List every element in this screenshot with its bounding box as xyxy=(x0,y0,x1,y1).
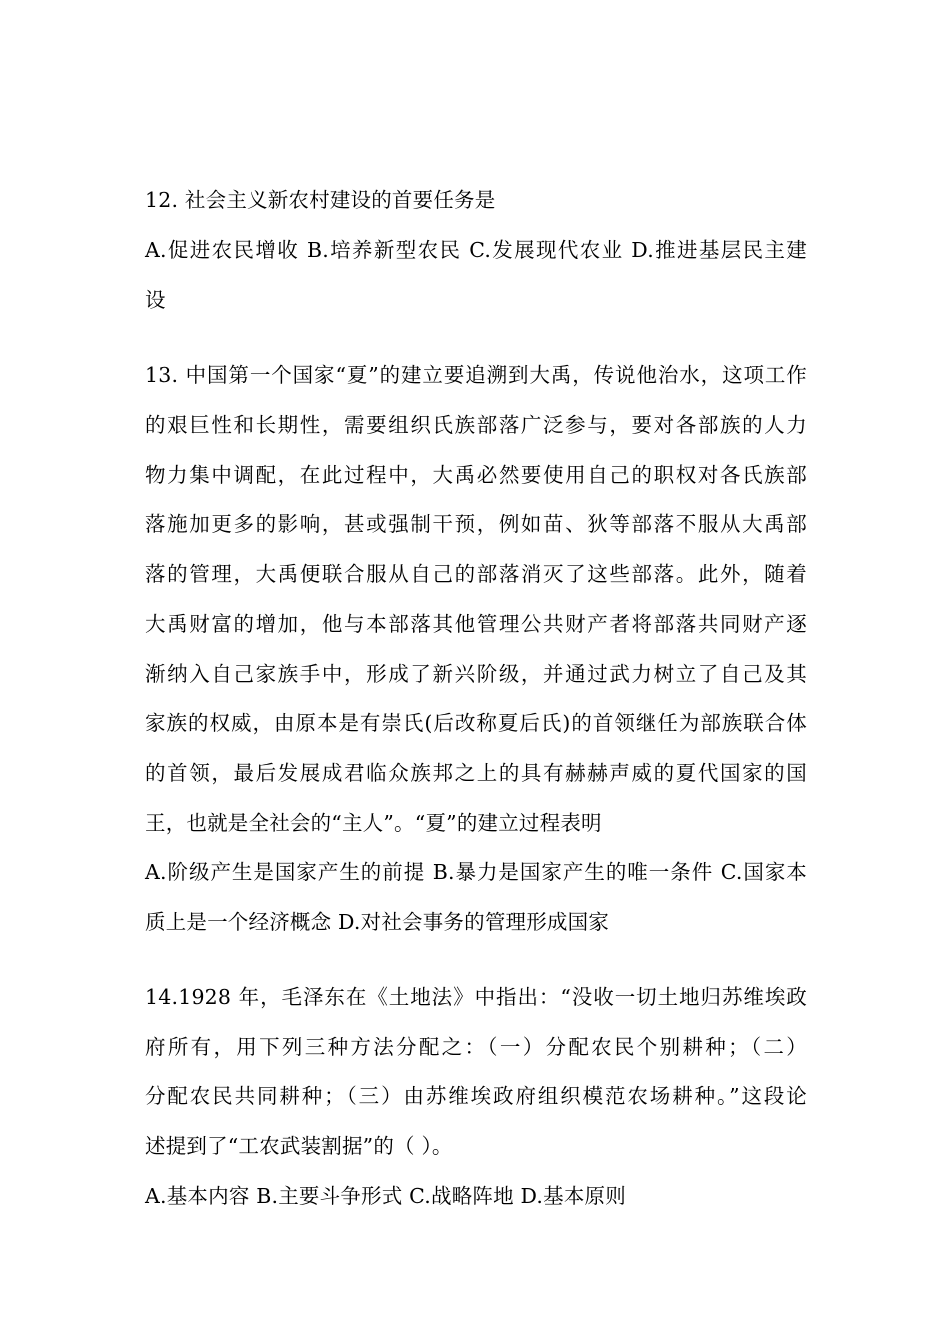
question-13-stem-line: 渐纳入自己家族手中，形成了新兴阶级，并通过武力树立了自己及其 xyxy=(145,662,807,686)
question-14-options: A.基本内容 B.主要斗争形式 C.战略阵地 D.基本原则 xyxy=(145,1184,626,1208)
question-13-stem-line: 13. 中国第一个国家“夏”的建立要追溯到大禹，传说他治水，这项工作 xyxy=(145,363,807,387)
question-14-stem-line: 府所有，用下列三种方法分配之：（一）分配农民个别耕种；（二） xyxy=(145,1035,807,1059)
question-12-options: A.促进农民增收 B.培养新型农民 C.发展现代农业 D.推进基层民主建 xyxy=(145,238,807,262)
question-13-stem-line: 的艰巨性和长期性，需要组织氏族部落广泛参与，要对各部族的人力 xyxy=(145,413,807,437)
question-13-stem-line: 的首领，最后发展成君临众族邦之上的具有赫赫声威的夏代国家的国 xyxy=(145,761,807,785)
question-12-stem: 12. 社会主义新农村建设的首要任务是 xyxy=(145,188,496,212)
question-13-options-cont: 质上是一个经济概念 D.对社会事务的管理形成国家 xyxy=(145,910,610,934)
question-12-options-cont: 设 xyxy=(145,288,166,312)
question-13-stem-line: 物力集中调配，在此过程中，大禹必然要使用自己的职权对各氏族部 xyxy=(145,463,807,487)
question-14-stem-line: 分配农民共同耕种；（三）由苏维埃政府组织模范农场耕种。”这段论 xyxy=(145,1084,807,1108)
question-13-options: A.阶级产生是国家产生的前提 B.暴力是国家产生的唯一条件 C.国家本 xyxy=(145,860,807,884)
question-13-stem-line: 王，也就是全社会的“主人”。“夏”的建立过程表明 xyxy=(145,811,602,835)
question-13-stem-line: 大禹财富的增加，他与本部落其他管理公共财产者将部落共同财产逐 xyxy=(145,612,807,636)
question-14-stem-line: 14.1928 年，毛泽东在《土地法》中指出：“没收一切土地归苏维埃政 xyxy=(145,985,807,1009)
question-13-stem-line: 家族的权威，由原本是有崇氏(后改称夏后氏)的首领继任为部族联合体 xyxy=(145,711,807,735)
question-13-stem-line: 落施加更多的影响，甚或强制干预，例如苗、狄等部落不服从大禹部 xyxy=(145,512,807,536)
question-14-stem-line: 述提到了“工农武装割据”的（ ）。 xyxy=(145,1134,453,1158)
question-13-stem-line: 落的管理，大禹便联合服从自己的部落消灭了这些部落。此外，随着 xyxy=(145,562,807,586)
